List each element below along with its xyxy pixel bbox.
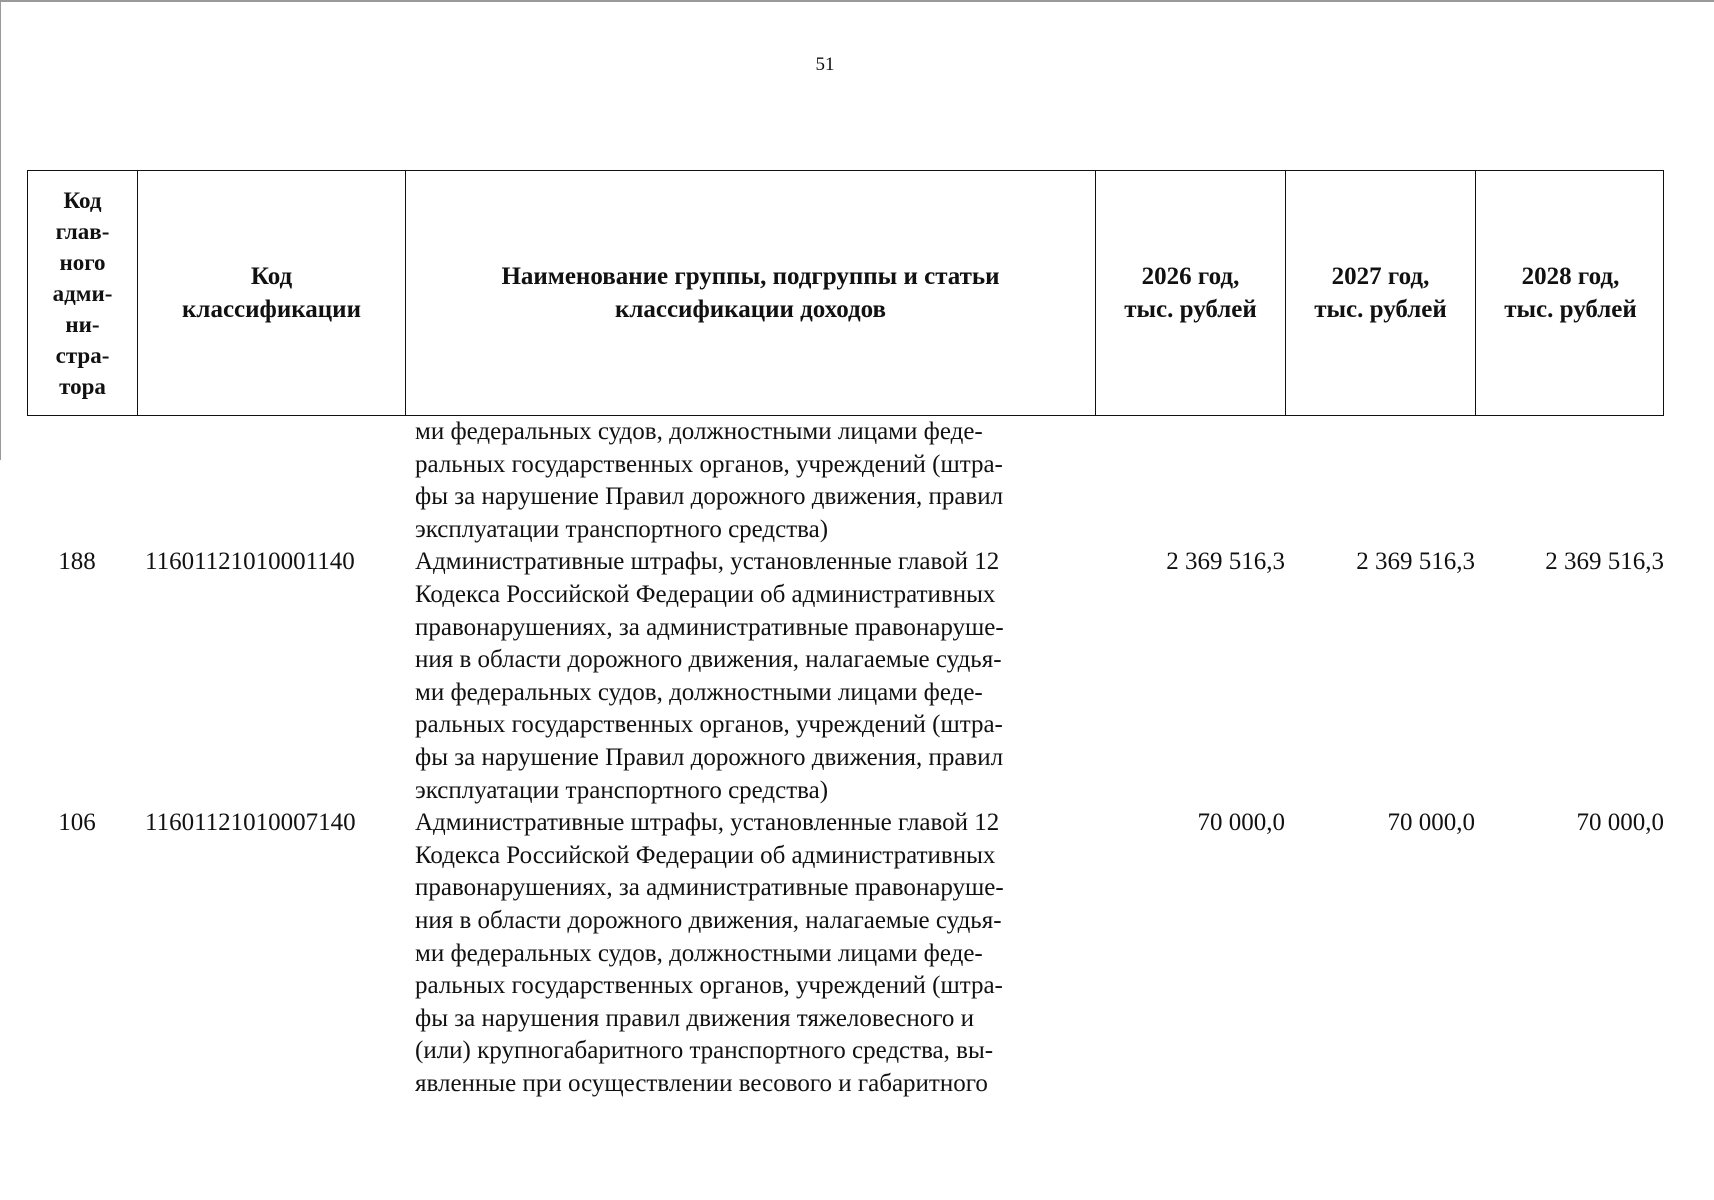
cell-classification-code: 11601121010007140 [145, 809, 356, 837]
header-year-2028 [1476, 171, 1665, 415]
cell-value-2026: 2 369 516,3 [1166, 548, 1285, 576]
cell-income-name: Административные штрафы, установленные главой 12 Кодекса Российской Федерации об административных правонарушениях, за административные правонаруше- ния в области дорожного движения, налагаемые судья- ми федеральных судов, должностными лицами феде- ральных государственных органов, учреждений (штра- фы за нарушение Правил дорожного движения, правил эксплуатации транспортного средства) [415, 548, 1004, 804]
cell-value-2027 [1285, 416, 1475, 546]
cell-value-2028: 70 000,0 [1576, 809, 1664, 837]
header-income-name-text: Наименование группы, подгруппы и статьи классификации доходов [501, 263, 1000, 323]
cell-value-2028 [1475, 416, 1664, 546]
table-body [27, 416, 1664, 1100]
cell-classification-code [137, 416, 405, 546]
cell-value-2026 [1095, 416, 1285, 546]
cell-value-2028: 2 369 516,3 [1545, 548, 1664, 576]
header-classification-code [138, 171, 406, 415]
cell-income-name: ми федеральных судов, должностными лицами феде- ральных государственных органов, учреждений (штра- фы за нарушение Правил дорожного движения, правил эксплуатации транспортного средства) [415, 418, 1004, 543]
header-income-name [406, 171, 1096, 415]
header-year-2028-text: 2028 год, тыс. рублей [1504, 263, 1637, 323]
cell-value-2027: 2 369 516,3 [1356, 548, 1475, 576]
header-year-2027 [1286, 171, 1476, 415]
table-row [27, 807, 1664, 1100]
cell-admin-code [27, 416, 137, 546]
cell-value-2027: 70 000,0 [1387, 809, 1475, 837]
cell-admin-code: 106 [58, 809, 96, 837]
header-admin-code [28, 171, 138, 415]
table-header [27, 170, 1664, 416]
header-admin-code-text: Код глав- ного адми- ни- стра- тора [52, 187, 113, 399]
revenue-table [27, 170, 1664, 1100]
cell-income-name: Административные штрафы, установленные главой 12 Кодекса Российской Федерации об административных правонарушениях, за административные правонаруше- ния в области дорожного движения, налагаемые судья- ми федеральных судов, должностными лицами феде- ральных государственных органов, учреждений (штра- фы за нарушения правил движения тяжеловесного и (или) крупногабаритного транспортного средства, вы- явленные при осуществлении весового и габаритного [415, 809, 1004, 1097]
cell-classification-code: 11601121010001140 [145, 548, 355, 576]
cell-value-2026: 70 000,0 [1197, 809, 1285, 837]
scan-top-edge [0, 0, 1714, 2]
header-year-2026-text: 2026 год, тыс. рублей [1124, 263, 1257, 323]
table-row [27, 416, 1664, 546]
header-year-2027-text: 2027 год, тыс. рублей [1314, 263, 1447, 323]
header-year-2026 [1096, 171, 1286, 415]
header-classification-code-text: Код классификации [182, 263, 361, 323]
cell-admin-code: 188 [58, 548, 96, 576]
table-row [27, 546, 1664, 807]
page-number: 51 [815, 54, 835, 75]
